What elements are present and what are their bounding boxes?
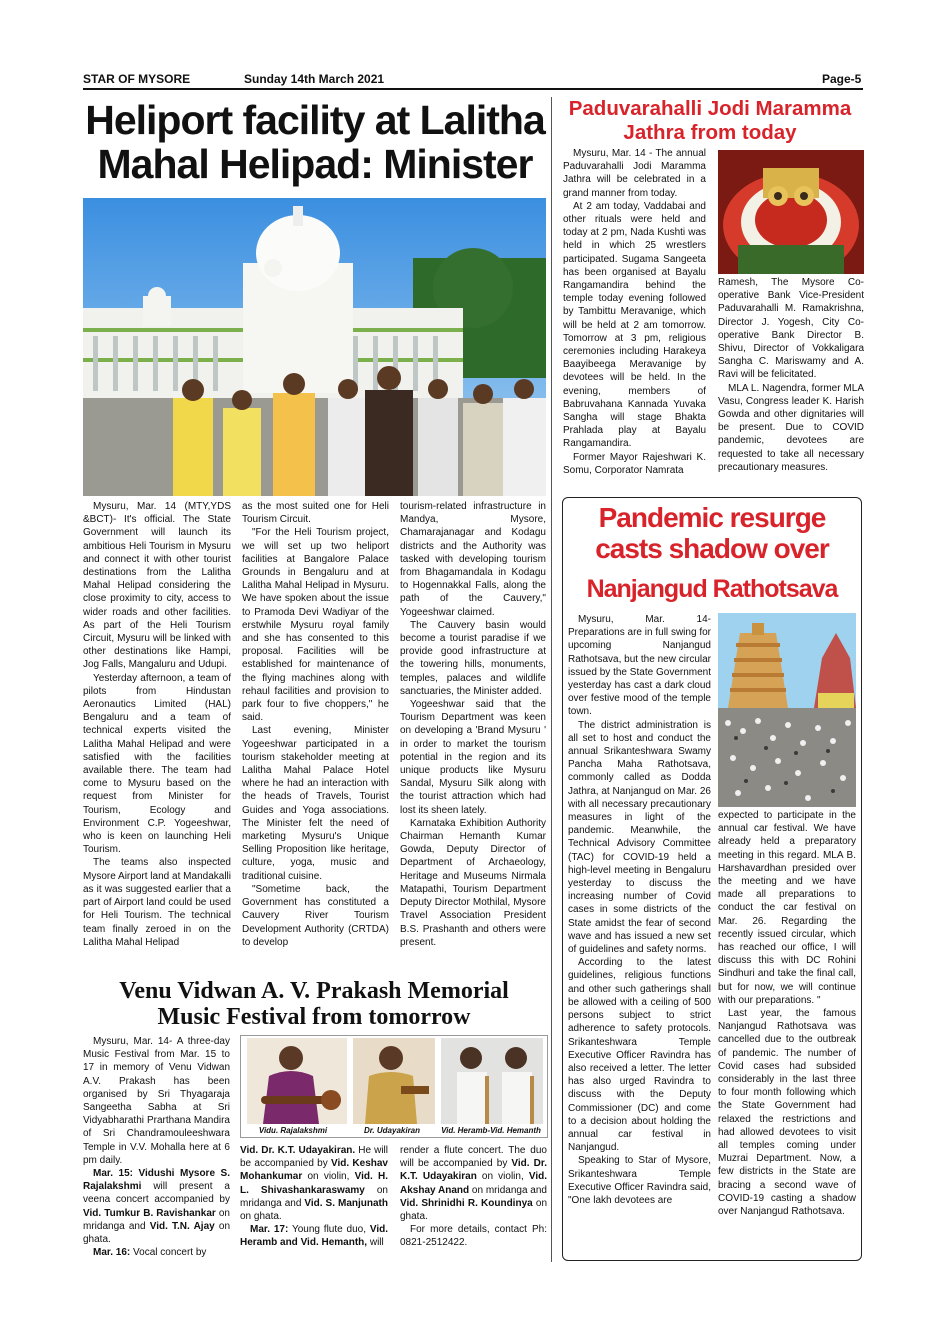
caption-heramb-hemanth: Vid. Heramb-Vid. Hemanth (441, 1126, 541, 1135)
paragraph: Mysuru, Mar. 14- A three-day Music Festival from Mar. 15 to 17 in memory of Venu Vidwan A.V. Prakash has been organised by Sri Thyagaraja Sangeetha Sabha at Sri Vidyabharathi Prarthana Mandira of Sri Chandramouleeshwara Temple in V.V. Mohalla here at 6 pm daily. (83, 1036, 230, 1166)
rathotsava-crowd-photo (718, 613, 856, 807)
paragraph: Mysuru, Mar. 14 (MTY,YDS &BCT)- It's official. The State Government will launch its ambitious Heli Tourism in Mysuru and connect it with other tourist destinations from the Lalitha Mahal Helipad considering the close proximity to city, access to wider roads and other facilities. As part of the Heli Tourism Circuit, Mysuru will be linked with other destinations like Hampi, Jog Falls, Mangaluru and Udupi. (83, 501, 231, 671)
concert-date: Mar. 17: (250, 1224, 289, 1236)
artist-name: Vid. Keshav Mohankumar (240, 1158, 388, 1183)
caption-rajalakshmi: Vidu. Rajalakshmi (258, 1126, 328, 1135)
paragraph (83, 1167, 230, 1246)
column-divider (551, 97, 552, 1262)
paragraph (240, 1144, 388, 1223)
text-run: on ghata. (83, 1220, 230, 1246)
music-column-3 (400, 1144, 547, 1260)
heliport-column-1 (83, 500, 231, 962)
paragraph: "For the Heli Tourism project, we will set up two heliport facilities at Bangalore Palace Grounds in Bengaluru and at Lalitha Mahal Helipad in Mysuru. We have spoken about the issue to Pramoda Devi Wadiyar of the erstwhile Mysuru royal family and she has consented to this proposal. Facilities will be established for maintenance of the flying machines along with rehaul facilities and provision to park four to five choppers," he said. (242, 527, 389, 724)
artist-name: Vid. S. Manjunath (304, 1197, 388, 1209)
pandemic-column-1 (568, 613, 711, 1243)
music-column-2 (240, 1144, 388, 1260)
pandemic-headline: Pandemic resurge casts shadow over (595, 502, 829, 564)
text-run: on ghata. (400, 1197, 547, 1223)
jathra-headline: Paduvarahalli Jodi Maramma Jathra from today (568, 97, 852, 144)
paragraph: Karnataka Exhibition Authority Chairman Hemanth Kumar Gowda, Deputy Director of Department of Archaeology, Heritage and Museums Nirmala Matapathi, Tourism Department Deputy Director Mothilal, Mysore Travel Association President B.S. Prashanth and others were present. (400, 817, 546, 948)
musicians-photo-strip (240, 1035, 548, 1138)
paragraph: Former Mayor Rajeshwari K. Somu, Corporator Namrata (563, 451, 706, 476)
paragraph: "Sometime back, the Government has constituted a Cauvery River Tourism Development Authority (CRTDA) to develop (242, 883, 389, 948)
artist-name: Vid. Tumkur B. Ravishankar (83, 1207, 216, 1219)
text-run: on ghata. (240, 1211, 282, 1223)
paragraph: Mysuru, Mar. 14- Preparations are in full swing for upcoming Nanjangud Rathotsava, but the new circular issued by the State Government yesterday has cast a dark cloud over festive mood of the temple town. (568, 614, 711, 718)
maramma-deity-photo (718, 150, 864, 274)
paragraph: Yogeeshwar said that the Tourism Department was keen on developing a 'Brand Mysuru ' in order to market the tourism potential in the region and its unique products like Mysuru Sandal, Mysuru Silk along with the tourist attraction which had lost its sheen lately. (400, 699, 546, 816)
artist-name: Vid. Akshay Anand (400, 1171, 547, 1196)
jathra-column-2 (718, 276, 864, 488)
caption-udayakiran: Dr. Udayakiran (363, 1126, 421, 1135)
paragraph: The Cauvery basin would become a tourist paradise if we provide good infrastructure at the towering hills, monuments, temples, palaces and wildlife sanctuaries, the Minister added. (400, 619, 546, 697)
text-run: will (367, 1237, 384, 1249)
artist-name: Vid. T.N. Ajay (149, 1220, 215, 1232)
paragraph: tourism-related infrastructure in Mandya, Mysore, Chamarajanagar and Kodagu districts and the Authority was tasked with developing tourism from Bhagamandala in Kodagu to Hogennakkal Falls, along the path of the Cauvery," Yogeeshwar claimed. (400, 501, 546, 618)
paragraph (83, 1246, 230, 1259)
text-run: Young flute duo, (288, 1224, 370, 1236)
pandemic-column-2 (718, 809, 856, 1241)
paragraph: The teams also inspected Mysore Airport land at Mandakalli as it was suggested earlier that a part of Airport land could be used for Heli Tourism. The technical team finally zeroed in on the Lalitha Mahal Helipad (83, 857, 231, 948)
paragraph: Last year, the famous Nanjangud Rathotsava was cancelled due to the outbreak of pandemic. The number of Covid cases had subsided considerably in the last three to four month following which the State Government had relaxed the restrictions and had allowed devotees to visit all temples coming under Muzrai Department. Now, a few districts in the State are bracing a second wave of COVID-19 casting a shadow over Nanjangud Rathotsava. (718, 1008, 856, 1218)
paragraph: Ramesh, The Mysore Co-operative Bank Vice-President Paduvarahalli M. Ramakrishna, Director J. Yogesh, City Co-operative Bank Director B. Shivu, Director of Vokkaligara Sangha C. Mariswamy and A. Ravi will be felicitated. (718, 277, 864, 381)
artist-name: Vid. Shrinidhi R. Koundinya (400, 1197, 533, 1209)
concert-date: Mar. 16: (93, 1247, 131, 1259)
paragraph: as the most suited one for Heli Tourism Circuit. (242, 501, 389, 526)
paragraph: MLA L. Nagendra, former MLA Vasu, Congress leader K. Harish Gowda and other dignitaries will be present. Due to COVID pandemic, devotees are requested to take all necessary precautionary measures. (718, 382, 864, 473)
paragraph: expected to participate in the annual car festival. We have already held a preparatory meeting in this regard. MLA B. Harshavardhan presided over the meeting and we have made all preparations to conduct the car festival on Mar. 26. Regarding the recently issued circular, which has reached our office, I will discuss this with DC Rohini Sindhuri and take the final call, but for now, we will continue with our preparations. " (718, 810, 856, 1006)
issue-date: Sunday 14th March 2021 (244, 72, 385, 86)
paragraph: According to the latest guidelines, religious functions and other such gatherings shall be allowed with a ceiling of 500 persons subject to strict adherence to safety protocols. Srikanteshwara Temple Executive Officer Ravindra has also received a letter. The letter has also urged Ravindra to discuss with the Deputy Commissioner (DC) and come to a decision about holding the annual car festival in Nanjangud. (568, 957, 711, 1154)
music-subheadline: Music Festival from tomorrow (157, 1004, 471, 1030)
paragraph: Yesterday afternoon, a team of pilots from Hindustan Aeronautics Limited (HAL) Bengaluru and a team of technical experts visited the Lalitha Mahal Helipad and were satisfied with the facilities available there. The team had come to Mysuru based on the request from Minister for Tourism, Ecology and Environment C.P. Yogeeshwar, who is keen on launching Heli Tourism. (83, 672, 231, 856)
artist-name: Mar. 15: Vidushi Mysore S. Rajalakshmi (83, 1168, 230, 1193)
paragraph: Last evening, Minister Yogeeshwar participated in a tourism stakeholder meeting at Lalitha Mahal Palace Hotel where he had an interaction with the heads of Travels, Tourist Guides and Yoga associations. The Minister felt the need of marketing Mysuru's Unique Selling Proposition like heritage, culture, yoga, music and traditional cuisine. (242, 725, 389, 882)
masthead-name: STAR OF MYSORE (83, 72, 191, 86)
heliport-column-2 (242, 500, 389, 962)
heliport-headline: Heliport facility at Lalitha Mahal Helipad: Minister (85, 97, 545, 188)
paragraph: The district administration is all set to host and conduct the annual Srikanteshwara Swamy Pancha Maha Rathotsava, commonly called as Dodda Jathra, at Nanjangud on Mar. 26 with all necessary precautionary measures in light of the pandemic. Meanwhile, the Technical Advisory Committee (TAC) for COVID-19 held a high-level meeting in Bengaluru yesterday to discuss the increasing number of Covid cases in some districts of the State amidst the fear of second wave and has issued a new set of guidelines and safety norms. (568, 719, 711, 956)
paragraph: Mysuru, Mar. 14 - The annual Paduvarahalli Jodi Maramma Jathra will be celebrated in a grand manner from today. (563, 148, 706, 199)
page-number: Page-5 (822, 72, 862, 86)
text-run: on mridanga and (240, 1184, 388, 1209)
paragraph: Speaking to Star of Mysore, Srikanteshwara Temple Executive Officer Ravindra said, "One lakh devotees are (568, 1155, 711, 1206)
artist-name: Vid. Dr. K.T. Udayakiran (400, 1158, 547, 1183)
paragraph (400, 1144, 547, 1223)
paragraph (240, 1223, 388, 1249)
text-run: will present a veena concert accompanied by (83, 1181, 230, 1206)
text-run: on violin, (476, 1171, 529, 1183)
text-run: on mridanga and (469, 1184, 547, 1196)
header-rule (83, 88, 863, 90)
music-headline: Venu Vidwan A. V. Prakash Memorial (119, 978, 509, 1004)
text-run: on violin, (302, 1171, 355, 1183)
text-run: Vocal concert by (130, 1247, 207, 1259)
heliport-column-3 (400, 500, 546, 962)
paragraph: At 2 am today, Vaddabai and other rituals were held and today at 2 pm, Nada Kushti was held in which 25 wrestlers participated. Sugama Sangeeta has been organised at Bayalu Rangamandira behind the temple today evening followed by Tambittu Meravanige, which will be held at 2 am tomorrow. Tomorrow at 3 pm, religious ceremonies including Harakeya Baayibeega Meravanige by devotees will be held. In the evening, members of Babruvahana Kannada Yuvaka Sangha will stage Bhakta Prahlada play at Bayalu Rangamandira. (563, 200, 706, 450)
artist-name: Vid. Dr. K.T. Udayakiran. (240, 1145, 356, 1156)
jathra-column-1 (563, 147, 706, 487)
text-run: render a flute concert. The duo will be accompanied by (400, 1145, 547, 1170)
artist-name: Vid. H. L. Shivashankaraswamy (240, 1171, 388, 1196)
pandemic-subheadline: Nanjangud Rathotsava (586, 575, 838, 603)
text-run: He will be accompanied by (240, 1145, 388, 1170)
artist-name: Vid. Heramb and Vid. Hemanth, (240, 1224, 388, 1249)
palace-ministers-photo (83, 198, 546, 496)
contact-info: For more details, contact Ph: 0821-2512422. (400, 1224, 547, 1249)
text-run: on mridanga and (83, 1207, 230, 1232)
music-column-1 (83, 1035, 230, 1260)
